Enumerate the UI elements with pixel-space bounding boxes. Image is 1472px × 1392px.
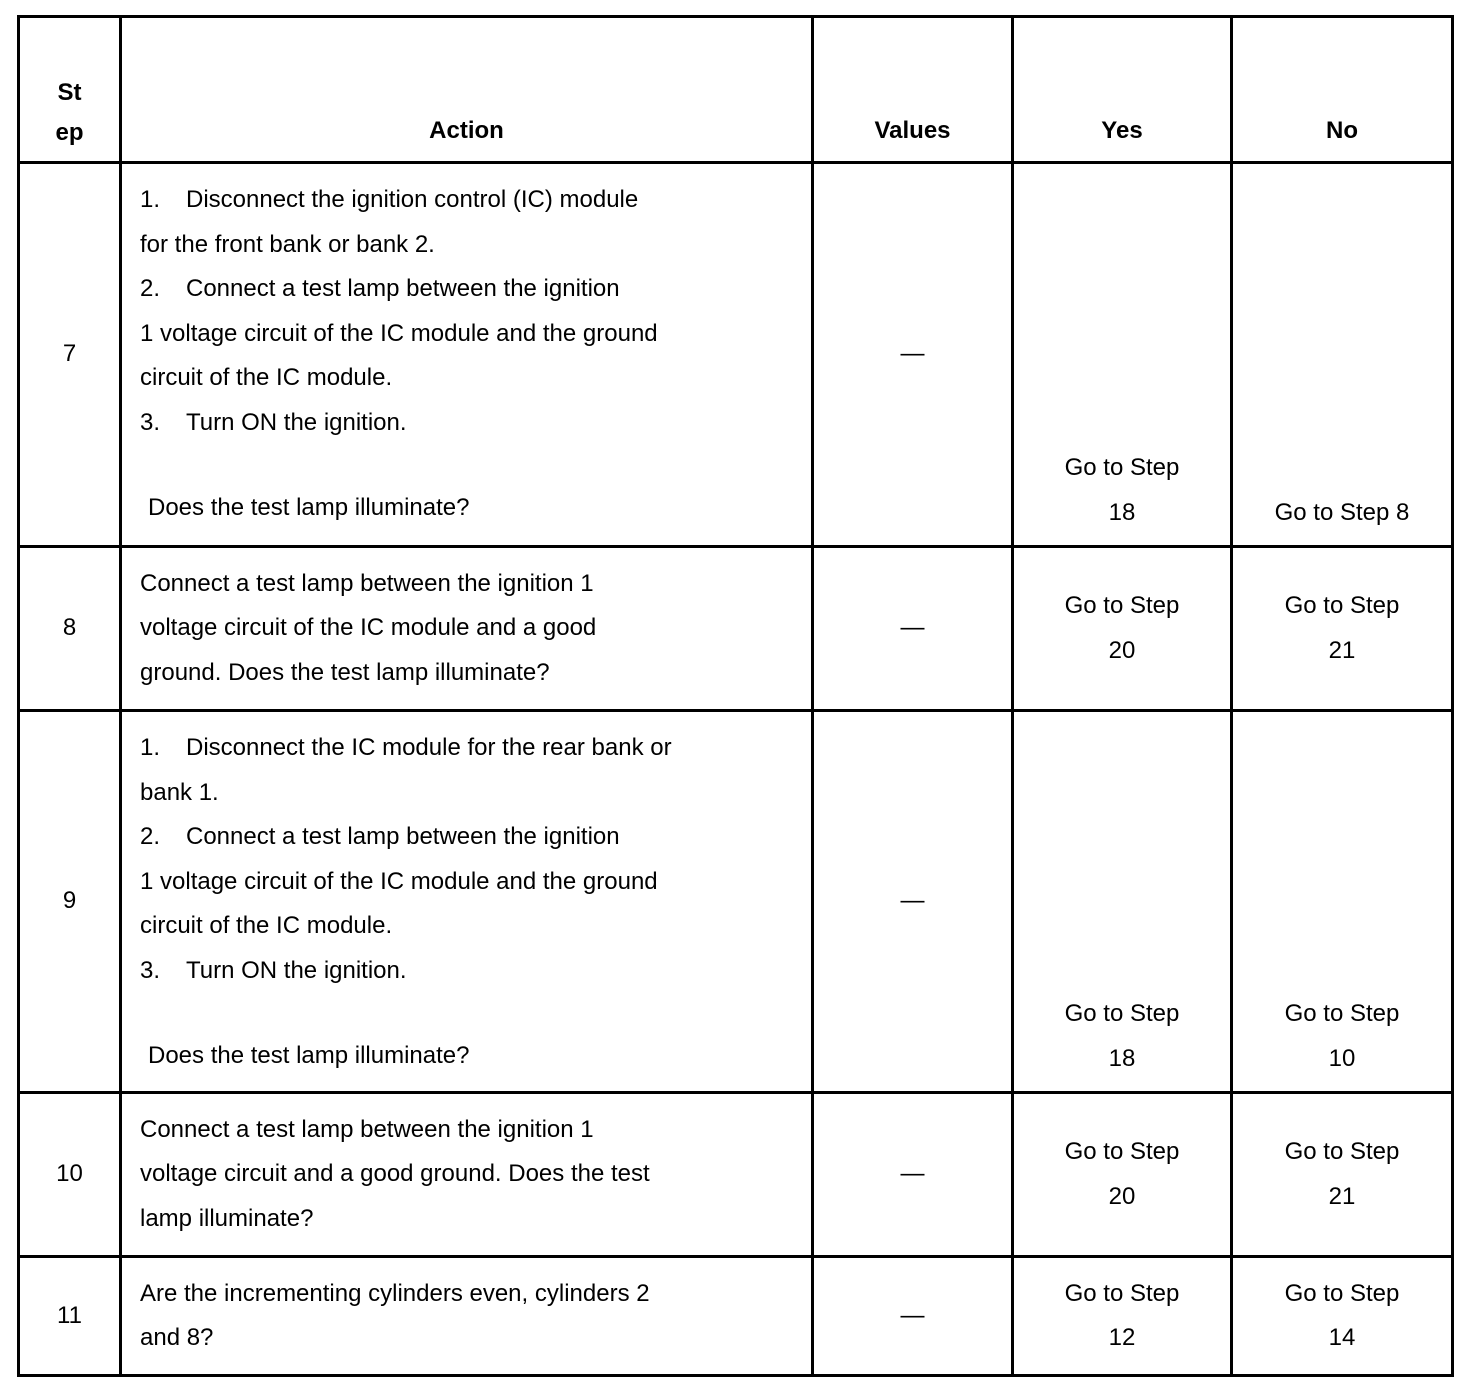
no-goto-label: Go to Step <box>1284 592 1400 619</box>
header-row <box>19 17 1453 163</box>
action-text: for the front bank or bank 2. <box>140 230 435 258</box>
table-row <box>19 711 1453 1093</box>
step-number: 9 <box>19 711 121 1093</box>
step-number: 7 <box>19 163 121 547</box>
header-step <box>19 17 121 163</box>
no-goto-step: 10 <box>1328 1044 1356 1072</box>
yes-cell <box>1013 1257 1232 1376</box>
table-row <box>19 547 1453 711</box>
yes-goto-label: Go to Step <box>1064 592 1180 619</box>
yes-goto-step: 18 <box>1108 498 1136 526</box>
values-cell: — <box>813 1257 1013 1376</box>
action-text: circuit of the IC module. <box>140 364 393 391</box>
action-cell <box>121 1093 813 1257</box>
action-text: Connect a test lamp between the ignition 1 <box>140 1115 594 1143</box>
header-values: Values <box>813 17 1013 163</box>
action-cell <box>121 1257 813 1376</box>
no-cell <box>1232 163 1453 547</box>
values-cell: — <box>813 711 1013 1093</box>
action-text: Turn ON the ignition. <box>186 956 407 984</box>
action-cell <box>121 711 813 1093</box>
table-row <box>19 1257 1453 1376</box>
yes-cell <box>1013 163 1232 547</box>
yes-goto-step: 20 <box>1108 636 1136 664</box>
yes-goto-label: Go to Step <box>1064 1000 1180 1027</box>
action-question: Does the test lamp illuminate? <box>148 1042 470 1069</box>
header-no: No <box>1232 17 1453 163</box>
action-text: Are the incrementing cylinders even, cylinders 2 <box>140 1279 650 1307</box>
item-number: 2. <box>140 823 161 850</box>
values-cell: — <box>813 1093 1013 1257</box>
action-text: 1 voltage circuit of the IC module and the ground <box>140 867 658 895</box>
no-goto-label: Go to Step <box>1284 1000 1400 1027</box>
item-number: 1. <box>140 734 161 761</box>
yes-goto-step: 18 <box>1108 1044 1136 1072</box>
item-number: 2. <box>140 275 161 302</box>
yes-cell <box>1013 1093 1232 1257</box>
header-yes: Yes <box>1013 17 1232 163</box>
no-goto-step: 14 <box>1328 1324 1356 1351</box>
action-text: 1 voltage circuit of the IC module and the ground <box>140 319 658 347</box>
action-text: Disconnect the IC module for the rear bank or <box>186 734 672 761</box>
action-text: voltage circuit and a good ground. Does the test <box>140 1160 650 1188</box>
diagnostic-table <box>17 15 1454 1377</box>
yes-goto-label: Go to Step <box>1064 1279 1180 1307</box>
no-goto-label: Go to Step 8 <box>1274 498 1410 526</box>
no-goto-label: Go to Step <box>1284 1138 1400 1165</box>
action-text: Disconnect the ignition control (IC) module <box>186 186 639 213</box>
no-goto-step: 21 <box>1328 636 1356 664</box>
yes-goto-label: Go to Step <box>1064 1138 1180 1165</box>
header-action: Action <box>121 17 813 163</box>
action-text: Turn ON the ignition. <box>186 408 407 436</box>
values-cell: — <box>813 163 1013 547</box>
step-number: 8 <box>19 547 121 711</box>
header-step-line1: St <box>57 79 82 106</box>
no-goto-step: 21 <box>1328 1182 1356 1210</box>
header-step-line2: ep <box>55 119 84 146</box>
action-cell <box>121 163 813 547</box>
step-number: 11 <box>19 1257 121 1376</box>
table-row <box>19 1093 1453 1257</box>
action-text: Connect a test lamp between the ignition <box>186 823 620 850</box>
item-number: 3. <box>140 408 161 436</box>
no-cell <box>1232 711 1453 1093</box>
item-number: 1. <box>140 186 161 213</box>
yes-goto-step: 12 <box>1108 1324 1136 1351</box>
no-cell <box>1232 1093 1453 1257</box>
step-number: 10 <box>19 1093 121 1257</box>
action-text: Connect a test lamp between the ignition <box>186 275 620 302</box>
yes-goto-label: Go to Step <box>1064 454 1180 481</box>
no-goto-label: Go to Step <box>1284 1279 1400 1307</box>
yes-cell <box>1013 711 1232 1093</box>
no-cell <box>1232 1257 1453 1376</box>
action-text: circuit of the IC module. <box>140 912 393 939</box>
item-number: 3. <box>140 956 161 984</box>
action-cell <box>121 547 813 711</box>
values-cell: — <box>813 547 1013 711</box>
action-question: Does the test lamp illuminate? <box>148 494 470 521</box>
yes-cell <box>1013 547 1232 711</box>
action-text: voltage circuit of the IC module and a good <box>140 614 597 642</box>
table-row <box>19 163 1453 547</box>
action-text: ground. Does the test lamp illuminate? <box>140 658 550 686</box>
action-text: lamp illuminate? <box>140 1204 314 1232</box>
action-text: bank 1. <box>140 778 219 806</box>
no-cell <box>1232 547 1453 711</box>
action-text: and 8? <box>140 1324 214 1351</box>
yes-goto-step: 20 <box>1108 1182 1136 1210</box>
action-text: Connect a test lamp between the ignition 1 <box>140 569 594 597</box>
